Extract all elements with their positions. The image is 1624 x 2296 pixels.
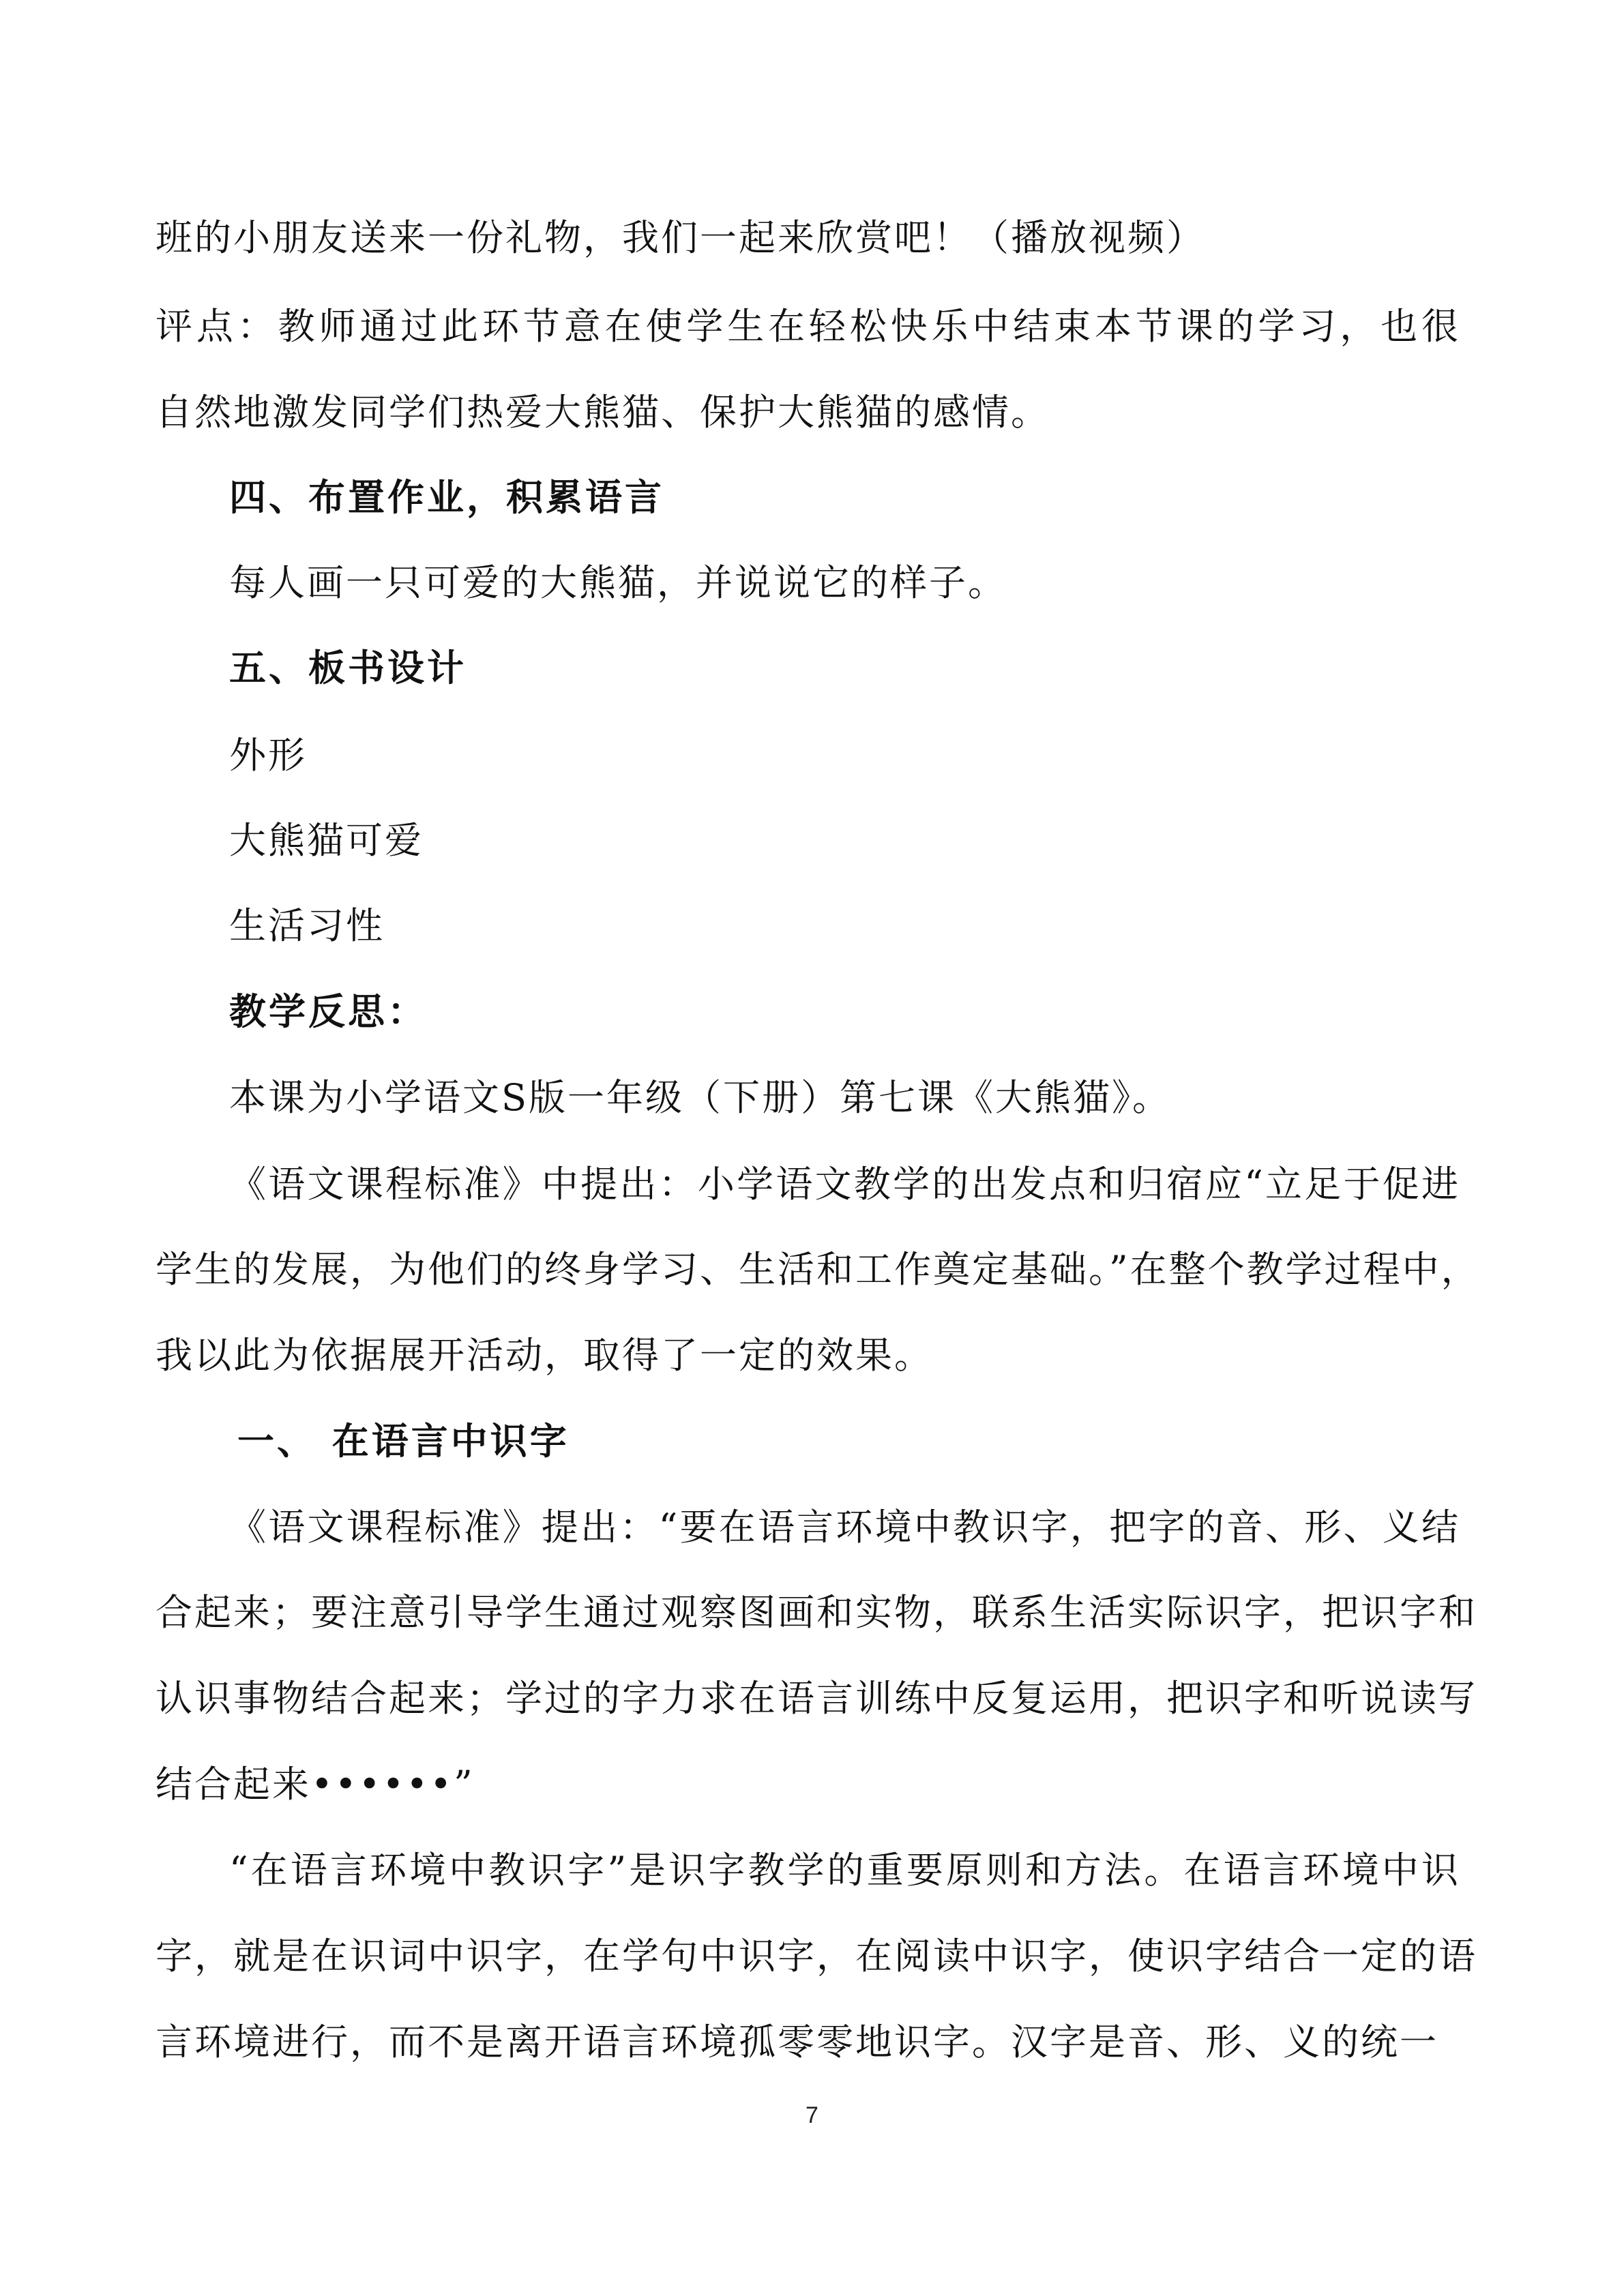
paragraph-line: 我以此为依据展开活动，取得了一定的效果。	[156, 1334, 933, 1377]
paragraph-line: “在语言环境中教识字”是识字教学的重要原则和方法。在语言环境中识	[229, 1849, 1460, 1892]
paragraph-line: 班的小朋友送来一份礼物，我们一起来欣赏吧！（播放视频）	[156, 216, 1205, 259]
paragraph-line: 本课为小学语文S版一年级（下册）第七课《大熊猫》。	[229, 1076, 1171, 1119]
paragraph-line: 每人画一只可爱的大熊猫，并说说它的样子。	[229, 561, 1007, 604]
section-heading: 五、板书设计	[229, 646, 467, 689]
paragraph-line: 言环境进行，而不是离开语言环境孤零零地识字。汉字是音、形、义的统一	[156, 2021, 1438, 2063]
paragraph-line: 《语文课程标准》中提出：小学语文教学的出发点和归宿应“立足于促进	[229, 1163, 1460, 1206]
paragraph-line: 评点：教师通过此环节意在使学生在轻松快乐中结束本节课的学习，也很	[156, 305, 1460, 348]
board-design-item: 大熊猫可爱	[229, 819, 424, 862]
paragraph-line: 字，就是在识词中识字，在学句中识字，在阅读中识字，使识字结合一定的语	[156, 1935, 1477, 1978]
section-heading: 一、 在语言中识字	[237, 1420, 570, 1463]
board-design-item: 外形	[229, 734, 307, 777]
board-design-item: 生活习性	[229, 904, 385, 947]
section-heading: 四、布置作业，积累语言	[229, 476, 664, 519]
paragraph-line: 认识事物结合起来；学过的字力求在语言训练中反复运用，把识字和听说读写	[156, 1677, 1477, 1720]
page-number: 7	[806, 2102, 818, 2128]
paragraph-line: 学生的发展，为他们的终身学习、生活和工作奠定基础。”在整个教学过程中，	[156, 1248, 1480, 1291]
section-heading: 教学反思：	[229, 990, 427, 1033]
paragraph-line: 《语文课程标准》提出：“要在语言环境中教识字，把字的音、形、义结	[229, 1506, 1460, 1549]
paragraph-line: 合起来；要注意引导学生通过观察图画和实物，联系生活实际识字，把识字和	[156, 1591, 1477, 1634]
paragraph-line: 结合起来••••••”	[156, 1763, 475, 1806]
paragraph-line: 自然地激发同学们热爱大熊猫、保护大熊猫的感情。	[156, 391, 1050, 434]
